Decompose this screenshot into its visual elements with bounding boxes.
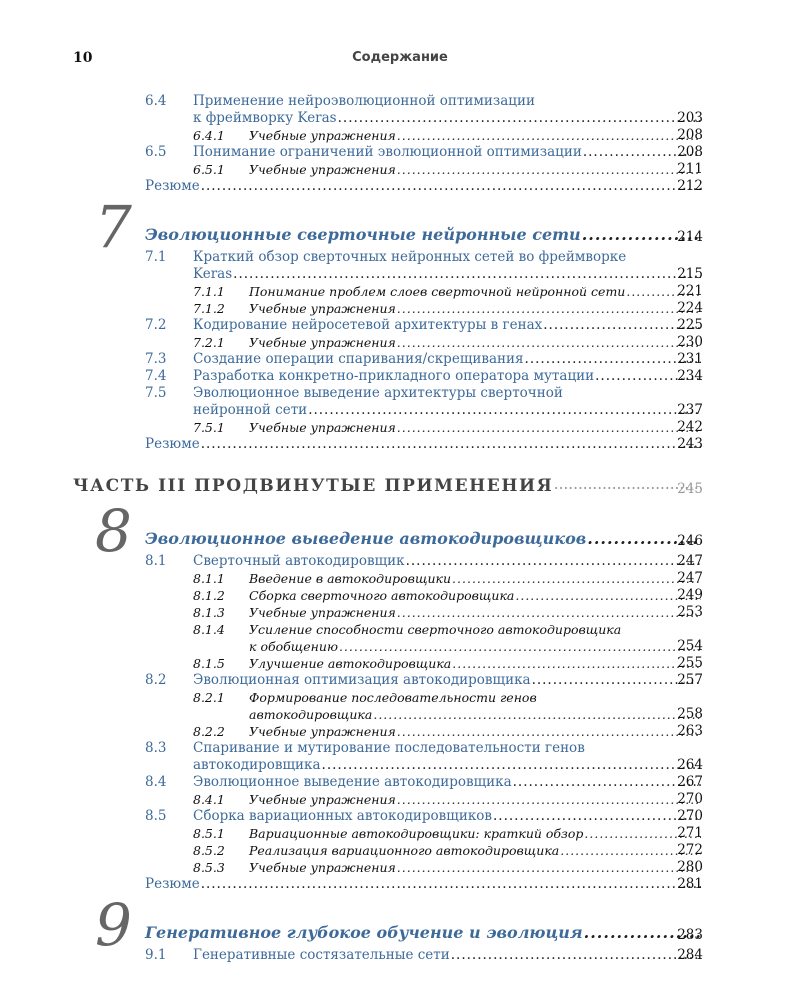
entry-title-text: Учебные упражнения xyxy=(249,301,396,316)
entry-title xyxy=(145,923,702,943)
summary-entry[interactable] xyxy=(0,436,800,453)
entry-title xyxy=(249,300,702,317)
dot-leader xyxy=(338,110,701,127)
subsection-entry[interactable] xyxy=(0,419,800,436)
dot-leader xyxy=(525,351,701,368)
entry-title-text: Сборка сверточного автокодировщика xyxy=(249,588,515,603)
chapter-number: 8 xyxy=(95,497,132,565)
entry-title-text: Кодирование нейросетевой архитектуры в генах xyxy=(193,317,543,333)
entry-page: 230 xyxy=(677,334,703,350)
dot-leader xyxy=(452,570,701,587)
entry-title xyxy=(193,249,702,283)
table-of-contents xyxy=(0,93,800,964)
entry-title xyxy=(193,808,702,825)
dot-leader xyxy=(451,947,701,964)
subsection-entry[interactable] xyxy=(0,604,800,621)
entry-page: 243 xyxy=(677,436,703,452)
dot-leader xyxy=(308,402,701,419)
entry-title xyxy=(249,859,702,876)
subsection-entry[interactable] xyxy=(0,689,800,723)
entry-title-continuation xyxy=(249,706,702,723)
subsection-entry[interactable] xyxy=(0,334,800,351)
entry-title-line: нейронной сети xyxy=(193,402,308,418)
dot-leader xyxy=(397,419,701,436)
entry-title-text: Учебные упражнения xyxy=(249,605,396,620)
entry-number: 6.4.1 xyxy=(193,128,225,143)
entry-number: 6.4 xyxy=(145,93,167,109)
subsection-entry[interactable] xyxy=(0,300,800,317)
entry-number: 6.5 xyxy=(145,144,167,160)
section-entry[interactable] xyxy=(0,672,800,689)
entry-title-text: Резюме xyxy=(145,876,200,892)
entry-number: 7.2.1 xyxy=(193,335,225,350)
section-entry[interactable] xyxy=(0,740,800,774)
subsection-entry[interactable] xyxy=(0,825,800,842)
entry-number: 8.2.2 xyxy=(193,724,225,739)
entry-page: 208 xyxy=(677,144,703,160)
entry-title xyxy=(145,436,702,453)
section-entry[interactable] xyxy=(0,317,800,334)
entry-title-text: Вариационные автокодировщики: краткий обзор xyxy=(249,826,584,841)
entry-title-text: Учебные упражнения xyxy=(249,724,396,739)
entry-number: 8.1.2 xyxy=(193,588,225,603)
entry-title-text: Разработка конкретно-прикладного оператора мутации xyxy=(193,368,595,384)
entry-page: 245 xyxy=(677,481,703,497)
entry-title-text: Сборка вариационных автокодировщиков xyxy=(193,808,492,824)
entry-page: 267 xyxy=(677,774,703,790)
dot-leader xyxy=(493,808,701,825)
section-entry[interactable] xyxy=(0,947,800,964)
entry-title-continuation xyxy=(249,638,702,655)
section-entry[interactable] xyxy=(0,144,800,161)
entry-number: 8.5 xyxy=(145,808,167,824)
entry-title-text: ЧАСТЬ III ПРОДВИНУТЫЕ ПРИМЕНЕНИЯ xyxy=(73,476,554,496)
section-entry[interactable] xyxy=(0,249,800,283)
dot-leader xyxy=(397,859,701,876)
entry-title xyxy=(249,570,702,587)
entry-title-text: Понимание проблем слоев сверточной нейронной сети xyxy=(249,284,626,299)
dot-leader xyxy=(397,161,701,178)
entry-page: 211 xyxy=(677,161,703,177)
entry-page: 255 xyxy=(677,655,703,671)
entry-title xyxy=(249,587,702,604)
entry-page: 264 xyxy=(677,757,703,773)
entry-title-continuation xyxy=(193,757,702,774)
entry-page: 214 xyxy=(677,229,703,245)
entry-title xyxy=(249,655,702,672)
entry-title xyxy=(193,947,702,964)
entry-title-text: Сверточный автокодировщик xyxy=(193,553,405,569)
dot-leader xyxy=(339,638,701,655)
entry-title xyxy=(249,161,702,178)
entry-title-text: Эволюционная оптимизация автокодировщика xyxy=(193,672,531,688)
entry-title-line: Усиление способности сверточного автокодировщика xyxy=(249,622,622,637)
dot-leader xyxy=(406,553,701,570)
entry-title xyxy=(249,604,702,621)
section-entry[interactable] xyxy=(0,368,800,385)
entry-page: 224 xyxy=(677,300,703,316)
dot-leader xyxy=(201,178,701,195)
entry-number: 7.4 xyxy=(145,368,167,384)
entry-number: 8.1.4 xyxy=(193,622,225,637)
entry-page: 272 xyxy=(677,842,703,858)
entry-title xyxy=(145,178,702,195)
entry-page: 281 xyxy=(677,876,703,892)
entry-title-text: Генеративное глубокое обучение и эволюция xyxy=(145,923,583,942)
subsection-entry[interactable] xyxy=(0,859,800,876)
subsection-entry[interactable] xyxy=(0,570,800,587)
page-number: 10 xyxy=(73,50,93,66)
dot-leader xyxy=(201,876,701,893)
dot-leader xyxy=(397,300,701,317)
entry-number: 8.4 xyxy=(145,774,167,790)
entry-title xyxy=(193,774,702,791)
entry-title-line: к фреймворку Keras xyxy=(193,110,337,126)
entry-number: 7.1.1 xyxy=(193,284,225,299)
entry-number: 8.1.3 xyxy=(193,605,225,620)
entry-number: 7.1 xyxy=(145,249,167,265)
entry-page: 253 xyxy=(677,604,703,620)
dot-leader xyxy=(322,757,701,774)
entry-page: 203 xyxy=(677,110,703,126)
entry-number: 8.1.5 xyxy=(193,656,225,671)
entry-number: 8.3 xyxy=(145,740,167,756)
entry-title-line: автокодировщика xyxy=(193,757,321,773)
entry-title-text: Реализация вариационного автокодировщика xyxy=(249,843,560,858)
entry-title xyxy=(193,368,702,385)
entry-title-text: Улучшение автокодировщика xyxy=(249,656,452,671)
entry-title xyxy=(249,842,702,859)
entry-page: 270 xyxy=(677,808,703,824)
entry-title xyxy=(193,351,702,368)
subsection-entry[interactable] xyxy=(0,127,800,144)
entry-page: 280 xyxy=(677,859,703,875)
entry-page: 208 xyxy=(677,127,703,143)
entry-title-text: Эволюционное выведение автокодировщиков xyxy=(145,529,587,548)
dot-leader xyxy=(397,723,701,740)
subsection-entry[interactable] xyxy=(0,587,800,604)
section-entry[interactable] xyxy=(0,553,800,570)
entry-title xyxy=(249,689,702,723)
entry-number: 7.5.1 xyxy=(193,420,225,435)
entry-title xyxy=(145,225,702,245)
subsection-entry[interactable] xyxy=(0,842,800,859)
section-entry[interactable] xyxy=(0,351,800,368)
entry-title-text: Учебные упражнения xyxy=(249,335,396,350)
dot-leader xyxy=(397,791,701,808)
entry-title xyxy=(249,723,702,740)
entry-title-text: Учебные упражнения xyxy=(249,128,396,143)
entry-title-text: Эволюционные сверточные нейронные сети xyxy=(145,225,581,244)
entry-title xyxy=(145,529,702,549)
entry-title-continuation xyxy=(193,266,702,283)
dot-leader xyxy=(397,334,701,351)
subsection-entry[interactable] xyxy=(0,161,800,178)
entry-title xyxy=(249,825,702,842)
entry-page: 284 xyxy=(677,947,703,963)
entry-page: 271 xyxy=(677,825,703,841)
dot-leader xyxy=(397,127,701,144)
entry-title-text: Учебные упражнения xyxy=(249,420,396,435)
section-entry[interactable] xyxy=(0,385,800,419)
entry-page: 247 xyxy=(677,570,703,586)
entry-title xyxy=(249,791,702,808)
section-entry[interactable] xyxy=(0,774,800,791)
dot-leader xyxy=(515,587,701,604)
entry-page: 246 xyxy=(677,533,703,549)
entry-title-line: Формирование последовательности генов xyxy=(249,690,537,705)
entry-title xyxy=(249,334,702,351)
entry-title-text: Введение в автокодировщики xyxy=(249,571,452,586)
entry-number: 7.5 xyxy=(145,385,167,401)
entry-title-line: Применение нейроэволюционной оптимизации xyxy=(193,93,535,109)
entry-title-text: Резюме xyxy=(145,436,200,452)
entry-page: 215 xyxy=(677,266,703,282)
entry-title xyxy=(249,419,702,436)
entry-title-continuation xyxy=(193,110,702,127)
subsection-entry[interactable] xyxy=(0,621,800,655)
entry-title xyxy=(73,475,702,497)
entry-number: 8.1 xyxy=(145,553,167,569)
dot-leader xyxy=(397,604,701,621)
dot-leader xyxy=(373,706,701,723)
entry-number: 8.4.1 xyxy=(193,792,225,807)
entry-page: 254 xyxy=(677,638,703,654)
entry-page: 283 xyxy=(677,927,703,943)
entry-title-line: к обобщению xyxy=(249,639,338,654)
entry-title xyxy=(193,144,702,161)
entry-number: 8.2 xyxy=(145,672,167,688)
entry-title xyxy=(145,876,702,893)
entry-page: 221 xyxy=(677,283,703,299)
entry-title-text: Понимание ограничений эволюционной оптимизации xyxy=(193,144,582,160)
entry-page: 225 xyxy=(677,317,703,333)
entry-number: 8.5.1 xyxy=(193,826,225,841)
section-entry[interactable] xyxy=(0,808,800,825)
entry-page: 249 xyxy=(677,587,703,603)
entry-number: 6.5.1 xyxy=(193,162,225,177)
entry-number: 7.1.2 xyxy=(193,301,225,316)
entry-title-continuation xyxy=(193,402,702,419)
dot-leader xyxy=(532,672,701,689)
entry-title-text: Генеративные состязательные сети xyxy=(193,947,450,963)
entry-page: 212 xyxy=(677,178,703,194)
chapter-number: 7 xyxy=(95,193,132,261)
entry-title-text: Создание операции спаривания/скрещивания xyxy=(193,351,524,367)
entry-number: 8.5.2 xyxy=(193,843,225,858)
part-heading[interactable] xyxy=(0,475,800,499)
entry-number: 9.1 xyxy=(145,947,167,963)
entry-title-text: Учебные упражнения xyxy=(249,792,396,807)
entry-title-line: Эволюционное выведение архитектуры сверточной xyxy=(193,385,563,401)
entry-page: 247 xyxy=(677,553,703,569)
section-entry[interactable] xyxy=(0,93,800,127)
running-head: Содержание xyxy=(352,50,448,65)
entry-page: 263 xyxy=(677,723,703,739)
entry-page: 242 xyxy=(677,419,703,435)
subsection-entry[interactable] xyxy=(0,283,800,300)
dot-leader xyxy=(201,436,701,453)
entry-title xyxy=(193,740,702,774)
entry-number: 8.2.1 xyxy=(193,690,225,705)
entry-title xyxy=(249,283,702,300)
entry-number: 8.5.3 xyxy=(193,860,225,875)
entry-number: 8.1.1 xyxy=(193,571,225,586)
entry-title-line: автокодировщика xyxy=(249,707,373,722)
dot-leader xyxy=(452,655,701,672)
entry-page: 258 xyxy=(677,706,703,722)
subsection-entry[interactable] xyxy=(0,655,800,672)
entry-title-text: Учебные упражнения xyxy=(249,860,396,875)
subsection-entry[interactable] xyxy=(0,791,800,808)
entry-page: 231 xyxy=(677,351,703,367)
entry-number: 7.2 xyxy=(145,317,167,333)
dot-leader xyxy=(233,266,701,283)
entry-title-text: Эволюционное выведение автокодировщика xyxy=(193,774,512,790)
entry-title xyxy=(193,385,702,419)
entry-page: 234 xyxy=(677,368,703,384)
entry-title-line: Спаривание и мутирование последовательности генов xyxy=(193,740,585,756)
entry-title xyxy=(249,127,702,144)
entry-title-line: Keras xyxy=(193,266,233,282)
dot-leader xyxy=(513,774,701,791)
entry-title xyxy=(249,621,702,655)
entry-title xyxy=(193,553,702,570)
entry-title xyxy=(193,317,702,334)
entry-title xyxy=(193,672,702,689)
subsection-entry[interactable] xyxy=(0,723,800,740)
entry-title xyxy=(193,93,702,127)
entry-page: 237 xyxy=(677,402,703,418)
chapter-number: 9 xyxy=(95,891,132,959)
entry-title-line: Краткий обзор сверточных нейронных сетей во фреймворке xyxy=(193,249,627,265)
entry-number: 7.3 xyxy=(145,351,167,367)
entry-page: 270 xyxy=(677,791,703,807)
entry-title-text: Учебные упражнения xyxy=(249,162,396,177)
entry-title-text: Резюме xyxy=(145,178,200,194)
entry-page: 257 xyxy=(677,672,703,688)
